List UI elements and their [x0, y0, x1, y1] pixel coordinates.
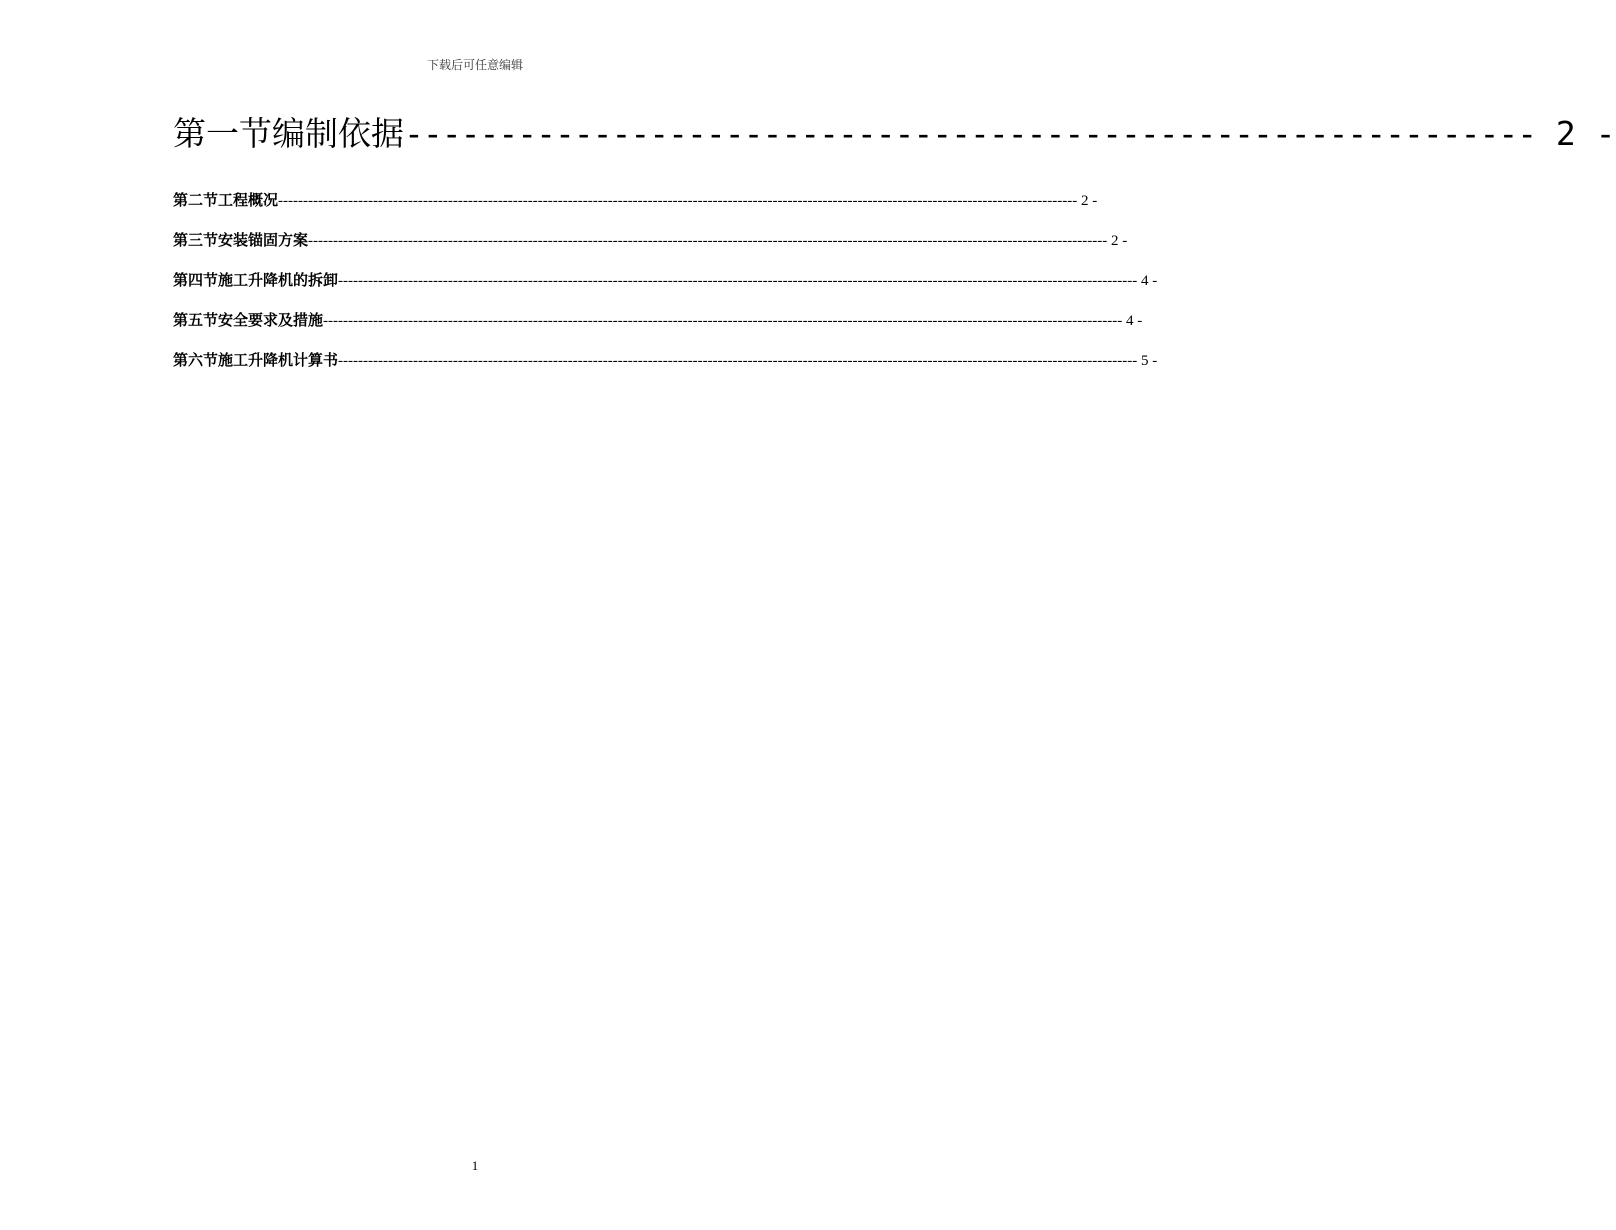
toc-entry[interactable]: [173, 220, 1128, 260]
toc-entry-number: 第二节: [173, 191, 219, 209]
toc-entry[interactable]: [173, 300, 1143, 340]
toc-entry-page: 2 -: [1077, 193, 1098, 209]
toc-entry[interactable]: [173, 340, 1158, 380]
page-header: 下载后可任意编辑: [426, 58, 523, 72]
toc-entry-title: 施工升降机的拆卸: [218, 271, 339, 289]
toc-entry-number: 第三节: [173, 231, 219, 249]
toc-entry-number: 第四节: [173, 271, 219, 289]
toc-entry-title: 工程概况: [218, 191, 279, 209]
table-of-contents: [173, 108, 1616, 380]
page-number: 1: [471, 1158, 479, 1173]
toc-entry-number: 第五节: [173, 311, 219, 329]
toc-entry[interactable]: [173, 260, 1158, 300]
toc-entry-page: 4 -: [1122, 313, 1143, 329]
toc-entry-page: 5 -: [1137, 353, 1158, 369]
toc-entry-title: 安全要求及措施: [218, 311, 324, 329]
toc-entry[interactable]: [173, 180, 1098, 220]
toc-entry-title: 编制依据: [272, 114, 404, 153]
toc-leader-dashes: ----------------------------------------------------------------------------------------------------------------------------------------------------------------: [338, 273, 1138, 289]
toc-leader-dashes: ----------------------------------------------------------------------------------------------------------------------------------------------------------------: [308, 233, 1108, 249]
toc-entry-title: 施工升降机计算书: [218, 351, 339, 369]
toc-leader-dashes: ----------------------------------------------------------------------------------------------------------------------------------------------------------------: [338, 353, 1138, 369]
toc-leader-dashes: ----------------------------------------------------------------------------------------------------------------------------------------------------------------: [278, 193, 1078, 209]
toc-entry-title: 安装锚固方案: [218, 231, 309, 249]
toc-entry-page: 2 -: [1107, 233, 1128, 249]
toc-leader-dashes: ------------------------------------------------------------: [404, 114, 1537, 153]
toc-leader-dashes: ----------------------------------------------------------------------------------------------------------------------------------------------------------------: [323, 313, 1123, 329]
toc-entry-number: 第一节: [173, 114, 272, 153]
toc-entry-main[interactable]: [173, 108, 1616, 160]
toc-entry-number: 第六节: [173, 351, 219, 369]
toc-entry-page: 4 -: [1137, 273, 1158, 289]
toc-entry-page: 2 -: [1536, 114, 1616, 153]
